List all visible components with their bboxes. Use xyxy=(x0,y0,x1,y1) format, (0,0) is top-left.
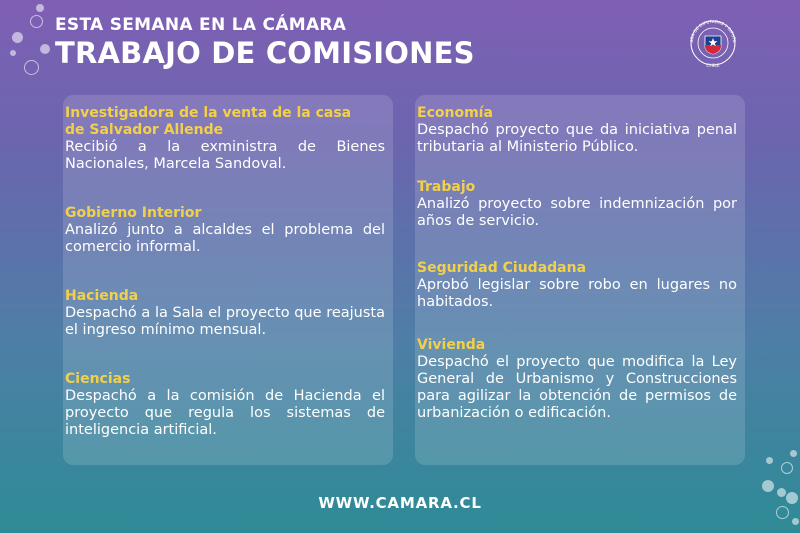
logo-country-text: CHILE xyxy=(706,64,720,69)
section-trabajo xyxy=(417,179,737,230)
section-text: Despachó proyecto que da iniciativa penal tributaria al Ministerio Público. xyxy=(417,122,737,155)
section-text: Despachó a la Sala el proyecto que reajusta el ingreso mínimo mensual. xyxy=(65,305,385,338)
section-text: Despachó el proyecto que modifica la Ley General de Urbanismo y Construcciones para agilizar la obtención de permisos de urbanización o edificación. xyxy=(417,354,737,421)
section-vivienda xyxy=(417,337,737,422)
section-text: Despachó a la comisión de Hacienda el proyecto que regula los sistemas de inteligencia artificial. xyxy=(65,388,385,438)
section-title-line: Investigadora de la venta de la casa xyxy=(65,105,352,121)
section-title: Ciencias xyxy=(65,371,131,387)
section-gobierno-interior xyxy=(65,205,385,256)
section-title xyxy=(65,105,385,139)
decorative-dot xyxy=(766,457,773,464)
decorative-dot xyxy=(10,50,16,56)
section-title: Economía xyxy=(417,105,493,121)
decorative-dot xyxy=(762,480,774,492)
section-title-line: de Salvador Allende xyxy=(65,122,224,138)
camara-logo xyxy=(683,16,743,70)
section-text: Recibió a la exministra de Bienes Nacionales, Marcela Sandoval. xyxy=(65,139,385,172)
header-subtitle: ESTA SEMANA EN LA CÁMARA xyxy=(55,15,347,35)
decorative-dot xyxy=(36,4,44,12)
logo-arc-text: ARA DE DIPUTADAS Y DIPUTA xyxy=(688,18,738,43)
section-economia xyxy=(417,105,737,156)
section-text: Analizó junto a alcaldes el problema del comercio informal. xyxy=(65,222,385,255)
section-ciencias xyxy=(65,371,385,439)
decorative-ring xyxy=(30,15,43,28)
section-seguridad-ciudadana xyxy=(417,260,737,311)
page-title: TRABAJO DE COMISIONES xyxy=(55,36,475,70)
footer-url[interactable]: WWW.CAMARA.CL xyxy=(318,494,482,512)
section-hacienda xyxy=(65,288,385,339)
section-investigadora xyxy=(65,105,385,173)
section-text: Analizó proyecto sobre indemnización por años de servicio. xyxy=(417,196,737,229)
decorative-dot xyxy=(792,518,799,525)
decorative-dot xyxy=(40,44,50,54)
section-title: Gobierno Interior xyxy=(65,205,202,221)
section-title: Trabajo xyxy=(417,179,476,195)
section-title: Seguridad Ciudadana xyxy=(417,260,587,276)
section-text: Aprobó legislar sobre robo en lugares no habitados. xyxy=(417,277,737,310)
section-title: Hacienda xyxy=(65,288,139,304)
section-title: Vivienda xyxy=(417,337,486,353)
decorative-dot xyxy=(12,32,23,43)
decorative-ring xyxy=(781,462,793,474)
decorative-ring xyxy=(24,60,39,75)
decorative-dot xyxy=(790,450,797,457)
